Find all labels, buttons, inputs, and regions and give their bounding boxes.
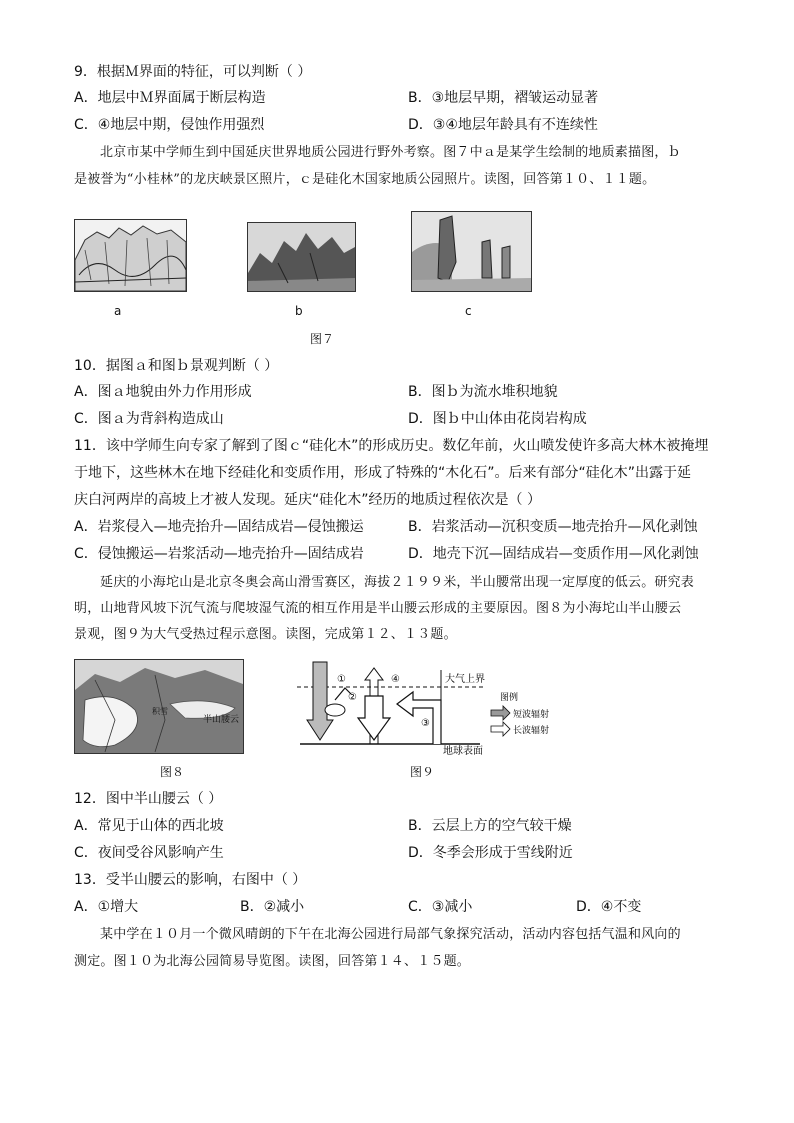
q12-stem: 12．图中半山腰云（ ）: [74, 791, 223, 807]
figure-7b-label: b: [295, 304, 303, 318]
figure-7-caption: 图７: [310, 332, 335, 346]
q13-option-d: D．④不变: [576, 899, 642, 915]
q12-option-a: A．常见于山体的西北坡: [74, 818, 224, 834]
figure-7c-photo: [411, 211, 532, 292]
q9-option-d: D．③④地层年龄具有不连续性: [408, 117, 598, 133]
q9-option-c: C．④地层中期，侵蚀作用强烈: [74, 117, 265, 133]
q12-option-b: B．云层上方的空气较干燥: [408, 818, 572, 834]
intro2-line2: 明，山地背风坡下沉气流与爬坡湿气流的相互作用是半山腰云形成的主要原因。图８为小海坨山半山腰云: [74, 601, 682, 616]
figure-9-label-2: ②: [348, 692, 357, 703]
q10-option-b: B．图ｂ为流水堆积地貌: [408, 384, 558, 400]
q13-option-a: A．①增大: [74, 899, 139, 915]
intro1-line1: 北京市某中学师生到中国延庆世界地质公园进行野外考察。图７中ａ是某学生绘制的地质素描图，ｂ: [100, 145, 681, 160]
q11-stem-line1: 11．该中学师生向专家了解到了图ｃ“硅化木”的形成历史。数亿年前，火山喷发使许多高大林木被掩埋: [74, 438, 709, 454]
q10-stem: 10．据图ａ和图ｂ景观判断（ ）: [74, 358, 279, 374]
q11-option-c: C．侵蚀搬运—岩浆活动—地壳抬升—固结成岩: [74, 546, 364, 562]
figure-9-top-label: 大气上界: [445, 674, 485, 685]
figure-9-legend-long: 长波辐射: [513, 726, 550, 736]
q9-option-b: B．③地层早期，褶皱运动显著: [408, 90, 599, 106]
q10-option-d: D．图ｂ中山体由花岗岩构成: [408, 411, 587, 427]
q12-option-d: D．冬季会形成于雪线附近: [408, 845, 573, 861]
figure-7a-sketch: [74, 219, 187, 292]
shortwave-legend-icon: [491, 706, 510, 720]
q13-option-c: C．③减小: [408, 899, 473, 915]
figure-7c-label: c: [465, 304, 472, 318]
figure-9-bottom-label: 地球表面: [443, 746, 483, 756]
figure-8-snow-label: 积雪: [152, 707, 168, 716]
figure-8-cloud-label: 半山腰云: [203, 715, 240, 725]
figure-9-label-1: ①: [337, 674, 346, 685]
figure-9-legend-short: 短波辐射: [513, 710, 550, 720]
longwave-legend-icon: [491, 722, 510, 736]
q11-option-d: D．地壳下沉—固结成岩—变质作用—风化剥蚀: [408, 546, 699, 562]
figure-9-label-4: ④: [391, 674, 400, 685]
figure-8-caption: 图８: [160, 765, 185, 779]
q13-option-b: B．②减小: [240, 899, 305, 915]
intro1-line2: 是被誉为“小桂林”的龙庆峡景区照片，ｃ是硅化木国家地质公园照片。读图，回答第１０、１１题。: [74, 172, 656, 187]
q11-stem-line2: 于地下，这些林木在地下经硅化和变质作用，形成了特殊的“木化石”。后来有部分“硅化木”出露于延: [74, 465, 692, 481]
figure-8-photo: [74, 659, 244, 754]
figure-7a-label: a: [114, 304, 122, 318]
q10-option-a: A．图ａ地貌由外力作用形成: [74, 384, 252, 400]
figure-9-caption: 图９: [410, 765, 435, 779]
q10-option-c: C．图ａ为背斜构造成山: [74, 411, 224, 427]
q9-stem: 9．根据Ｍ界面的特征，可以判断（ ）: [74, 64, 312, 80]
q9-option-a: A．地层中Ｍ界面属于断层构造: [74, 90, 266, 106]
figure-9-diagram: [295, 660, 565, 756]
q13-stem: 13．受半山腰云的影响，右图中（ ）: [74, 872, 307, 888]
figure-9-legend-title: 图例: [500, 693, 519, 703]
q11-option-b: B．岩浆活动—沉积变质—地壳抬升—风化剥蚀: [408, 519, 698, 535]
intro3-line2: 测定。图１０为北海公园简易导览图。读图，回答第１４、１５题。: [74, 954, 471, 969]
q11-option-a: A．岩浆侵入—地壳抬升—固结成岩—侵蚀搬运: [74, 519, 364, 535]
q11-stem-line3: 庆白河两岸的高坡上才被人发现。延庆“硅化木”经历的地质过程依次是（ ）: [74, 492, 541, 508]
intro2-line1: 延庆的小海坨山是北京冬奥会高山滑雪赛区，海拔２１９９米，半山腰常出现一定厚度的低云。研究表: [100, 575, 695, 590]
figure-7b-photo: [247, 222, 356, 292]
figure-9-label-3: ③: [421, 718, 430, 729]
q12-option-c: C．夜间受谷风影响产生: [74, 845, 224, 861]
intro2-line3: 景观，图９为大气受热过程示意图。读图，完成第１２、１３题。: [74, 627, 457, 642]
intro3-line1: 某中学在１０月一个微风晴朗的下午在北海公园进行局部气象探究活动，活动内容包括气温和风向的: [100, 927, 681, 942]
